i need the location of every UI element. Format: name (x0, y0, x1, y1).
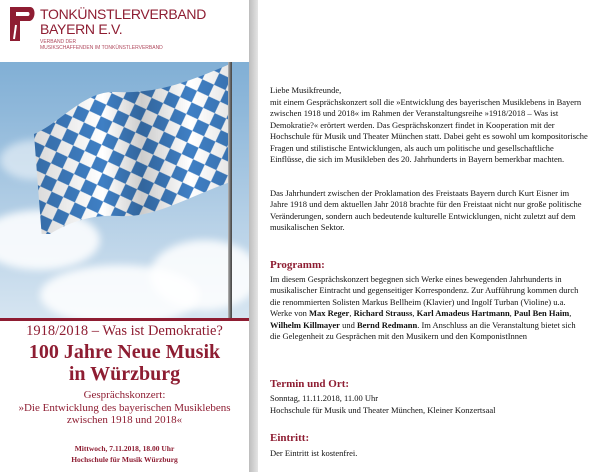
org-name-line1: TONKÜNSTLERVERBAND (40, 6, 207, 22)
eintritt-text: Der Eintritt ist kostenfrei. (270, 448, 358, 458)
termin-heading: Termin und Ort: (270, 378, 350, 390)
composer-name: Richard Strauss (353, 308, 413, 319)
cover-title (0, 341, 249, 385)
page-gutter (249, 0, 258, 472)
programm-text-b: . Im Anschluss an die Veranstaltung bietet sich die Gelegenheit zu Gesprächen mit den Musikern und den KomponistInnen (270, 319, 576, 342)
composer-name: Bernd Redmann (356, 319, 418, 330)
org-name (40, 7, 206, 37)
cover-subtitle: 1918/2018 – Was ist Demokratie? (26, 323, 223, 339)
accent-bar (0, 318, 249, 321)
cover-title-line1: 100 Jahre Neue Musik (28, 341, 221, 363)
composer-name: Karl Amadeus Hartmann (416, 308, 510, 319)
greeting: Liebe Musikfreunde, (270, 85, 342, 95)
cover-title-line2: in Würzburg (68, 363, 181, 385)
termin-venue: Hochschule für Musik und Theater München, Kleiner Konzertsaal (270, 405, 496, 415)
concert-title (0, 402, 249, 426)
composer-name: Paul Ben Haim (513, 308, 570, 319)
org-logo-icon (6, 5, 38, 43)
programm-text-a: Im diesem Gesprächskonzert begegnen sich Werke eines bewegenden Jahrhunderts in musikalischer Eintracht und gegenseitiger Korrespondenz. Zur Aufführung kommen durch die renommierten Solisten Markus Bellheim (Klavier) und Ingolf Turban (Violine) u.a. Werke von (270, 274, 579, 319)
separator: , (509, 308, 514, 319)
concert-title-line1: »Die Entwicklung des bayerischen Musiklebens (18, 402, 231, 414)
event-kind: Gesprächskonzert: (83, 389, 166, 401)
intro-paragraph: mit einem Gesprächskonzert soll die »Entwicklung des bayerischen Musiklebens in Bayern zwischen 1918 und 2018« im Rahmen der Veranstaltungsreihe »1918/2018 – Was ist Demokratie?« erörtert werden. Das Gesprächskonzert findet in Kooperation mit der Hochschule für Musik und Theater München statt. Dabei geht es sowohl um kompositorische Fragen und stilistische Entwicklungen, als auch um politische und gesellschaftliche Einflüsse, die sich im Musikleben des 20. Jahrhunderts in Bayern bemerkbar machten. (270, 97, 588, 165)
text-page (270, 0, 588, 472)
org-name-line2: BAYERN E.V. (40, 21, 123, 37)
org-header (0, 0, 249, 62)
programm-heading: Programm: (270, 259, 325, 271)
org-sub-line2: MUSIKSCHAFFENDEN IM TONKÜNSTLERVERBAND (40, 45, 163, 51)
programm-paragraph (270, 274, 588, 342)
cloud (40, 265, 200, 325)
composer-name: Max Reger (308, 308, 350, 319)
cover-date: Mittwoch, 7.11.2018, 18.00 Uhr (74, 444, 175, 453)
concert-title-line2: zwischen 1918 und 2018« (66, 414, 183, 426)
cover-venue: Hochschule für Musik Würzburg (71, 455, 178, 464)
cover-title-panel (0, 318, 249, 472)
history-paragraph: Das Jahrhundert zwischen der Proklamation des Freistaats Bayern durch Kurt Eisner im Jahre 1918 und dem aktuellen Jahr 2018 brachte für den Freistaat nicht nur große politische Veränderungen, sondern auch bedeutende kulturelle Entwicklungen, nicht zuletzt auf dem musikalischen Sektor. (270, 188, 582, 233)
bavarian-flag (34, 64, 230, 234)
termin-date: Sonntag, 11.11.2018, 11.00 Uhr (270, 393, 379, 403)
separator: und (339, 319, 357, 330)
org-sub-line1: VERBAND DER (40, 39, 77, 45)
cover-page (0, 0, 249, 472)
eintritt-heading: Eintritt: (270, 432, 310, 444)
composer-name: Wilhelm Killmayer (270, 319, 340, 330)
flag-pole (228, 58, 232, 320)
separator: , (349, 308, 354, 319)
separator: , (569, 308, 572, 319)
org-subtitle (40, 39, 163, 51)
separator: , (412, 308, 417, 319)
